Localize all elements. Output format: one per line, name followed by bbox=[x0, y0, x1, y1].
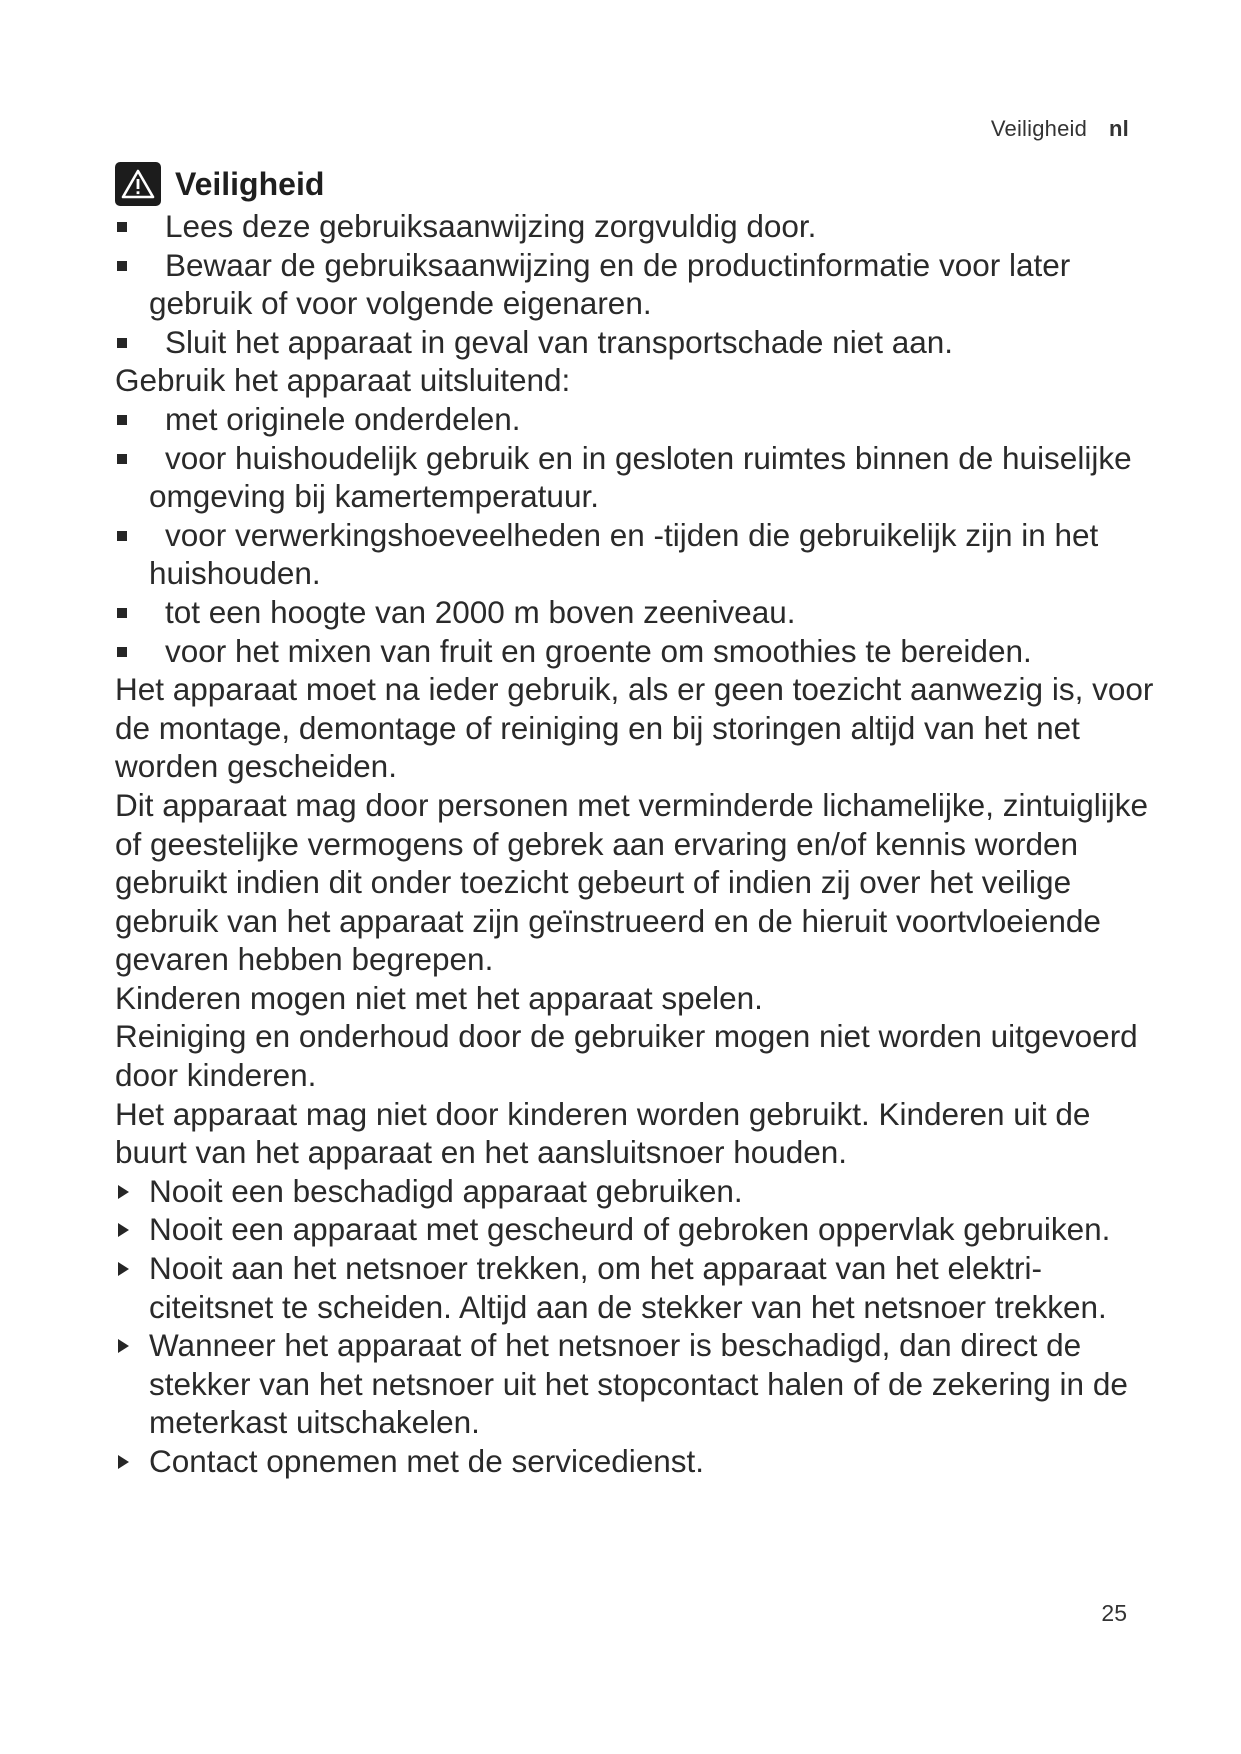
section-title: Veiligheid bbox=[175, 165, 325, 202]
list-item: Wanneer het apparaat of het netsnoer is beschadigd, dan direct de stekker van het netsnoer uit het stopcontact halen of de zekering in de meterkast uitschakelen. bbox=[115, 1326, 1155, 1442]
list-item: Nooit een beschadigd apparaat gebruiken. bbox=[115, 1172, 1155, 1211]
square-bullet-icon bbox=[117, 531, 127, 541]
square-bullet-icon bbox=[117, 222, 127, 232]
paragraph: Het apparaat moet na ieder gebruik, als er geen toezicht aanwezig is, voor de montage, demontage of reiniging en bij storingen altijd van het net worden gescheiden. bbox=[115, 671, 1154, 785]
arrow-bullet-icon bbox=[118, 1223, 129, 1237]
running-head-language: nl bbox=[1109, 116, 1129, 141]
running-head bbox=[991, 116, 1129, 142]
warning-icon bbox=[115, 162, 161, 206]
square-bullet-icon bbox=[117, 338, 127, 348]
list-item: met originele onderdelen. bbox=[115, 400, 1155, 439]
list-item: voor het mixen van fruit en groente om smoothies te bereiden. bbox=[115, 632, 1155, 671]
action-list bbox=[115, 1172, 1155, 1481]
use-bullet-list bbox=[115, 400, 1155, 670]
list-item: Bewaar de gebruiksaanwijzing en de productinformatie voor later gebruik of voor volgende eigenaren. bbox=[115, 246, 1155, 323]
square-bullet-icon bbox=[117, 608, 127, 618]
list-item: Nooit aan het netsnoer trekken, om het apparaat van het elektriciteitsnet te scheiden. Altijd aan de stekker van het netsnoer trekken. bbox=[115, 1249, 1155, 1326]
square-bullet-icon bbox=[117, 647, 127, 657]
arrow-bullet-icon bbox=[118, 1185, 129, 1199]
list-item: Contact opnemen met de servicedienst. bbox=[115, 1442, 1155, 1481]
list-item: voor huishoudelijk gebruik en in gesloten ruimtes binnen de huiselijke omgeving bij kamertemperatuur. bbox=[115, 439, 1155, 516]
square-bullet-icon bbox=[117, 261, 127, 271]
running-head-section: Veiligheid bbox=[990, 116, 1088, 141]
list-item: voor verwerkingshoeveelheden en -tijden die gebruikelijk zijn in het huishouden. bbox=[115, 516, 1155, 593]
safety-bullet-list bbox=[115, 207, 1155, 361]
page-content bbox=[115, 162, 1155, 1481]
square-bullet-icon bbox=[117, 454, 127, 464]
paragraph: Reiniging en onderhoud door de gebruiker mogen niet worden uitgevoerd door kinderen. bbox=[115, 1018, 1138, 1094]
list-item: Nooit een apparaat met gescheurd of gebroken oppervlak gebruiken. bbox=[115, 1210, 1155, 1249]
paragraph: Kinderen mogen niet met het apparaat spelen. bbox=[115, 979, 763, 1016]
list-item: Sluit het apparaat in geval van transportschade niet aan. bbox=[115, 323, 1155, 362]
list-item: tot een hoogte van 2000 m boven zeeniveau. bbox=[115, 593, 1155, 632]
list-item: Lees deze gebruiksaanwijzing zorgvuldig door. bbox=[115, 207, 1155, 246]
page-number: 25 bbox=[1101, 1600, 1127, 1626]
arrow-bullet-icon bbox=[118, 1455, 129, 1469]
paragraph: Het apparaat mag niet door kinderen worden gebruikt. Kinderen uit de buurt van het apparaat en het aansluitsnoer houden. bbox=[115, 1095, 1091, 1171]
arrow-bullet-icon bbox=[118, 1262, 129, 1276]
paragraph: Dit apparaat mag door personen met verminderde lichamelijke, zintuiglijke of geestelijke vermogens of gebrek aan ervaring en/of kennis worden gebruikt indien dit onder toezicht gebeurt of indien zij over het veilige gebruik van het apparaat zijn geïnstrueerd en de hieruit voortvloeiende gevaren hebben begrepen. bbox=[115, 786, 1149, 978]
arrow-bullet-icon bbox=[118, 1339, 129, 1353]
square-bullet-icon bbox=[117, 415, 127, 425]
use-intro: Gebruik het apparaat uitsluitend: bbox=[115, 362, 571, 399]
section-heading bbox=[115, 162, 1155, 206]
